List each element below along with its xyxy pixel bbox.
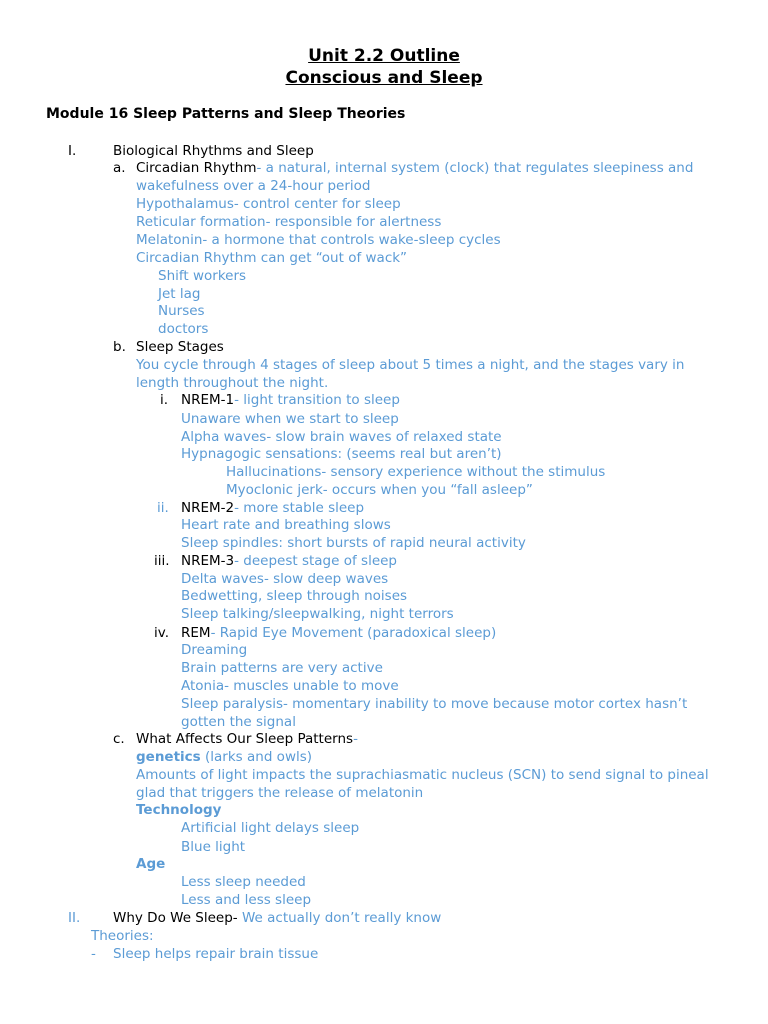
stage-3-note: Delta waves- slow deep waves [181, 571, 389, 587]
technology-label: Technology [136, 802, 222, 818]
technology-note: Blue light [181, 839, 246, 855]
section-1-numeral: I. [68, 143, 77, 159]
circadian-rhythm-line [136, 159, 693, 177]
sleep-stages-heading: Sleep Stages [136, 339, 224, 355]
module-heading: Module 16 Sleep Patterns and Sleep Theories [46, 106, 406, 122]
light-note-cont: glad that triggers the release of melatonin [136, 785, 424, 801]
page-title: Unit 2.2 Outline [308, 46, 460, 66]
page-subtitle: Conscious and Sleep [285, 68, 483, 88]
stage-4-note: gotten the signal [181, 714, 296, 730]
section-1-heading: Biological Rhythms and Sleep [113, 143, 314, 159]
stage-2-note: Sleep spindles: short bursts of rapid neural activity [181, 535, 526, 551]
section-2-numeral: II. [68, 910, 81, 926]
stage-4-numeral: iv. [154, 625, 169, 641]
stage-2-note: Heart rate and breathing slows [181, 517, 391, 533]
stage-1-note: Alpha waves- slow brain waves of relaxed state [181, 429, 502, 445]
stage-2-desc: - more stable sleep [234, 500, 365, 516]
stage-4-note: Sleep paralysis- momentary inability to move because motor cortex hasn’t [181, 696, 688, 712]
stage-4-note: Atonia- muscles unable to move [181, 678, 399, 694]
age-note: Less and less sleep [181, 892, 312, 908]
stage-3-desc: - deepest stage of sleep [234, 553, 397, 569]
stage-3-name: NREM-3 [181, 553, 235, 569]
genetics-label: genetics [136, 749, 201, 765]
stage-1-desc: - light transition to sleep [234, 392, 400, 408]
example-shift-workers: Shift workers [158, 268, 247, 284]
circadian-definition: - a natural, internal system (clock) that regulates sleepiness and [256, 160, 694, 176]
sleep-factors-heading: What Affects Our Sleep Patterns [136, 731, 354, 747]
stage-1-line [181, 391, 400, 409]
theories-label: Theories: [91, 928, 154, 944]
item-a-letter: a. [113, 160, 126, 176]
age-note: Less sleep needed [181, 874, 306, 890]
stage-4-desc: - Rapid Eye Movement (paradoxical sleep) [210, 625, 497, 641]
genetics-detail: (larks and owls) [200, 749, 313, 765]
light-note: Amounts of light impacts the suprachiasmatic nucleus (SCN) to send signal to pineal [136, 767, 709, 783]
stage-3-note: Sleep talking/sleepwalking, night terrors [181, 606, 454, 622]
note-melatonin: Melatonin- a hormone that controls wake-sleep cycles [136, 232, 501, 248]
genetics-line [136, 748, 312, 766]
stage-3-numeral: iii. [154, 553, 170, 569]
item-c-letter: c. [113, 731, 125, 747]
note-reticular: Reticular formation- responsible for alertness [136, 214, 442, 230]
section-2-dash: - [232, 910, 242, 926]
stage-4-note: Dreaming [181, 642, 248, 658]
stage-1-subnote: Myoclonic jerk- occurs when you “fall asleep” [226, 482, 533, 498]
stage-2-numeral: ii. [157, 500, 169, 516]
stage-1-numeral: i. [160, 392, 169, 408]
stage-3-note: Bedwetting, sleep through noises [181, 588, 408, 604]
stage-1-note: Hypnagogic sensations: (seems real but aren’t) [181, 446, 502, 462]
stage-1-subnote: Hallucinations- sensory experience without the stimulus [226, 464, 606, 480]
sleep-stages-intro: You cycle through 4 stages of sleep about 5 times a night, and the stages vary in [136, 357, 685, 373]
circadian-term: Circadian Rhythm [136, 160, 257, 176]
sleep-factors-line [136, 730, 358, 748]
example-doctors: doctors [158, 321, 209, 337]
technology-note: Artificial light delays sleep [181, 820, 360, 836]
theory-item: Sleep helps repair brain tissue [113, 946, 319, 962]
note-out-of-wack: Circadian Rhythm can get “out of wack” [136, 250, 408, 266]
age-label: Age [136, 856, 166, 872]
section-2-heading: Why Do We Sleep [113, 910, 233, 926]
circadian-definition-cont: wakefulness over a 24-hour period [136, 178, 371, 194]
section-2-line [113, 909, 441, 927]
stage-4-note: Brain patterns are very active [181, 660, 383, 676]
stage-2-line [181, 499, 364, 517]
theory-bullet: - [91, 946, 96, 962]
stage-3-line [181, 552, 397, 570]
stage-1-name: NREM-1 [181, 392, 235, 408]
sleep-stages-intro-cont: length throughout the night. [136, 375, 329, 391]
section-2-answer: We actually don’t really know [241, 910, 442, 926]
example-jet-lag: Jet lag [158, 286, 201, 302]
stage-2-name: NREM-2 [181, 500, 235, 516]
sleep-factors-dash: - [353, 731, 358, 747]
stage-1-note: Unaware when we start to sleep [181, 411, 399, 427]
example-nurses: Nurses [158, 303, 205, 319]
note-hypothalamus: Hypothalamus- control center for sleep [136, 196, 401, 212]
stage-4-line [181, 624, 496, 642]
stage-4-name: REM [181, 625, 211, 641]
item-b-letter: b. [113, 339, 126, 355]
